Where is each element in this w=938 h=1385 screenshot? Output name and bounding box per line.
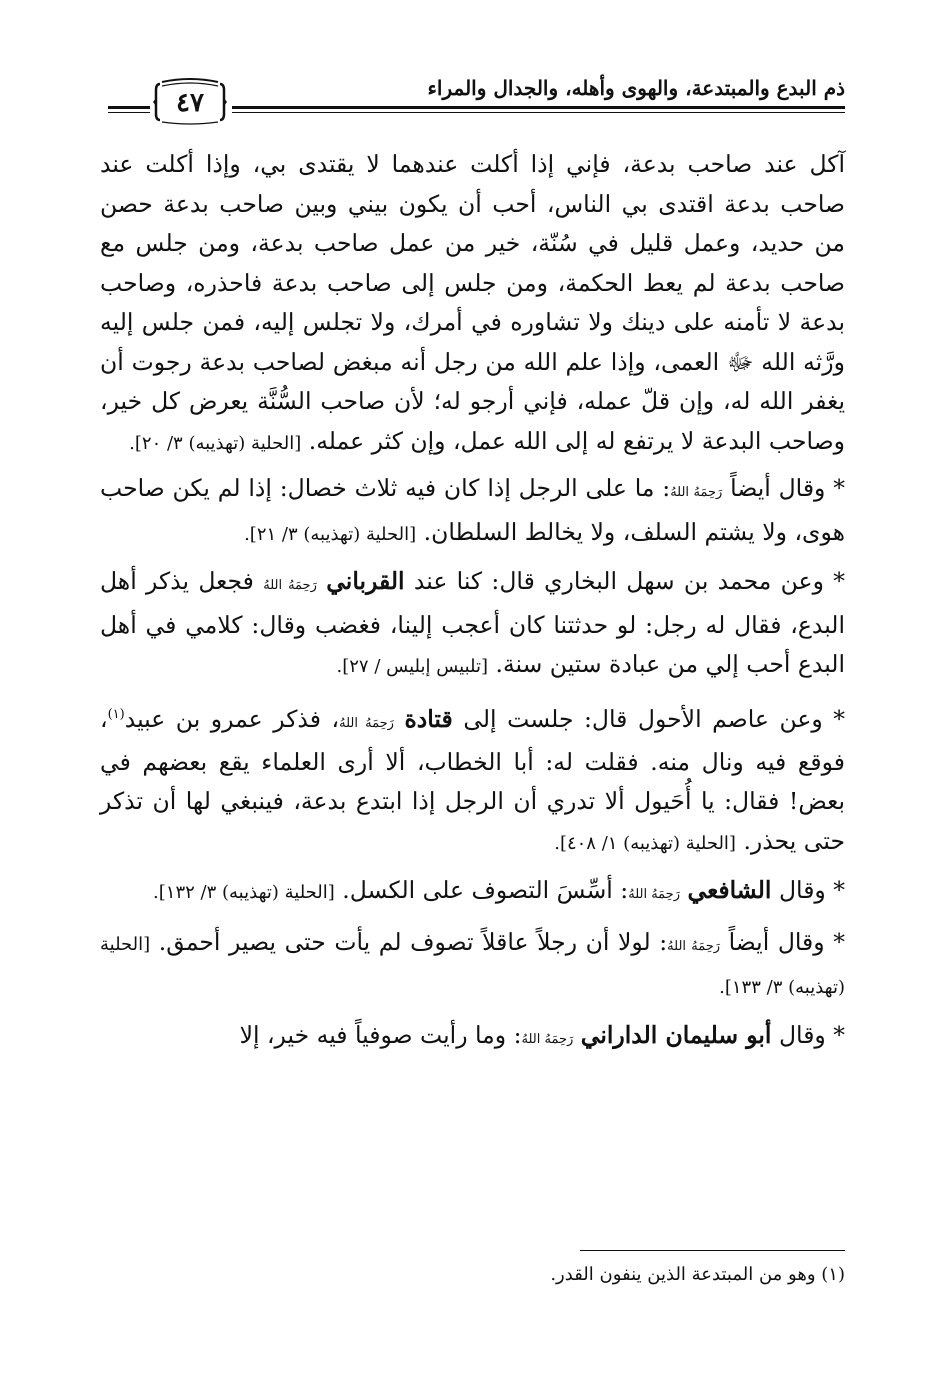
honorific: رَحِمَهُ اللهُ <box>670 485 723 500</box>
paragraph-text: : ما على الرجل إذا كان فيه ثلاث خصال: إذا لم يكن صاحب هوى، ولا يشتم السلف، ولا يخالط السلطان. <box>100 474 845 546</box>
honorific: رَحِمَهُ اللهُ <box>667 938 721 954</box>
paragraph-6 <box>100 923 845 1008</box>
citation: [الحلية (تهذيبه) ٣/ ١٣٣]. <box>100 933 845 999</box>
paragraph-text: : وما رأيت صوفياً فيه خير، إلا <box>239 1020 522 1049</box>
header-rule-short-thin <box>108 112 150 113</box>
header-rule-short-thick <box>108 106 150 109</box>
citation: [تلبيس إبليس / ٢٧]. <box>336 656 488 677</box>
paragraph-text: فجعل يذكر أهل البدع، فقال له رجل: لو حدثتنا كان أعجب إلينا، فغضب وقال: كلامي في أهل البدع أحب إلي من عبادة ستين سنة. <box>100 567 845 678</box>
page-header <box>100 62 845 122</box>
header-rule-thin <box>232 112 845 113</box>
page-number: ٤٧ <box>176 88 204 118</box>
paragraph-text: * وقال أيضاً <box>730 474 845 502</box>
paragraph-text: * وعن محمد بن سهل البخاري قال: كنا عند <box>413 567 845 595</box>
main-text <box>100 145 845 1067</box>
honorific: رَحِمَهُ اللهُ <box>263 578 317 593</box>
citation: [الحلية (تهذيبه) ٣/ ٢١]. <box>244 523 417 545</box>
footnote-separator <box>580 1250 845 1251</box>
honorific: رَحِمَهُ اللهُ <box>339 715 394 731</box>
footnote <box>550 1262 845 1288</box>
paragraph-text: * وقال <box>778 876 845 905</box>
paragraph-4 <box>100 695 845 864</box>
running-title: ذم البدع والمبتدعة، والهوى وأهله، والجدال والمراء <box>427 76 845 100</box>
scholar-name: الشافعي <box>687 876 772 905</box>
header-rule-thick <box>232 106 845 109</box>
paragraph-2 <box>100 469 845 554</box>
paragraph-5 <box>100 871 845 915</box>
scholar-name: القرباني <box>326 567 405 595</box>
paragraph-text: * وعن عاصم الأحول قال: جلست إلى <box>463 704 845 733</box>
paragraph-text: ، فذكر عمرو بن عبيد <box>124 704 340 733</box>
page-number-badge <box>152 78 228 126</box>
scholar-name: أبو سليمان الداراني <box>580 1020 772 1049</box>
paragraph-7 <box>100 1016 845 1060</box>
honorific: رَحِمَهُ اللهُ <box>628 887 680 903</box>
citation: [الحلية (تهذيبه) ١/ ٤٠٨]. <box>554 832 736 854</box>
paragraph-3 <box>100 562 845 687</box>
paragraph-1 <box>100 145 845 463</box>
citation: [الحلية (تهذيبه) ٣/ ١٣٢]. <box>153 882 335 904</box>
paragraph-text: : أسِّسَ التصوف على الكسل. <box>342 876 629 905</box>
paragraph-text: آكل عند صاحب بدعة، فإني إذا أكلت عندهما لا يقتدى بي، وإذا أكلت عند صاحب بدعة اقتدى بي الناس، أحب أن يكون بيني وبين صاحب بدعة حصن من حديد، وعمل قليل في سُنّة، خير من عمل صاحب بدعة، ومن جلس مع صاحب بدعة لم يعط الحكمة، ومن جلس إلى صاحب بدعة فاحذره، وصاحب بدعة لا تأمنه على دينك ولا تشاوره في أمرك، ولا تجلس إليه، فمن جلس إليه ورَّثه الله ﷻ العمى، وإذا علم الله من رجل أنه مبغض لصاحب بدعة رجوت أن يغفر الله له، وإن قلّ عمله، فإني أرجو له؛ لأن صاحب السُّنَّة يعرض كل خير، وصاحب البدعة لا يرتفع له إلى الله عمل، وإن كثر عمله. <box>100 150 845 455</box>
footnote-number: (١) <box>821 1264 845 1285</box>
paragraph-text: ، فوقع فيه ونال منه. فقلت له: أبا الخطاب، ألا أرى العلماء يقع بعضهم في بعض! فقال: يا أُحَيول ألا تدري أن الرجل إذا ابتدع بدعة، فينبغي لها أن تذكر حتى يحذر. <box>100 704 845 855</box>
honorific: رَحِمَهُ اللهُ <box>521 1031 574 1047</box>
paragraph-text: * وقال أيضاً <box>728 927 845 956</box>
footnote-text: وهو من المبتدعة الذين ينفون القدر. <box>550 1264 816 1285</box>
paragraph-text: : لولا أن رجلاً عاقلاً تصوف لم يأت حتى يصير أحمق. <box>158 927 668 956</box>
citation: [الحلية (تهذيبه) ٣/ ٢٠]. <box>129 432 302 454</box>
footnote-reference[interactable]: (١) <box>107 706 125 722</box>
paragraph-text: * وقال <box>778 1020 845 1049</box>
scholar-name: قتادة <box>404 704 453 733</box>
